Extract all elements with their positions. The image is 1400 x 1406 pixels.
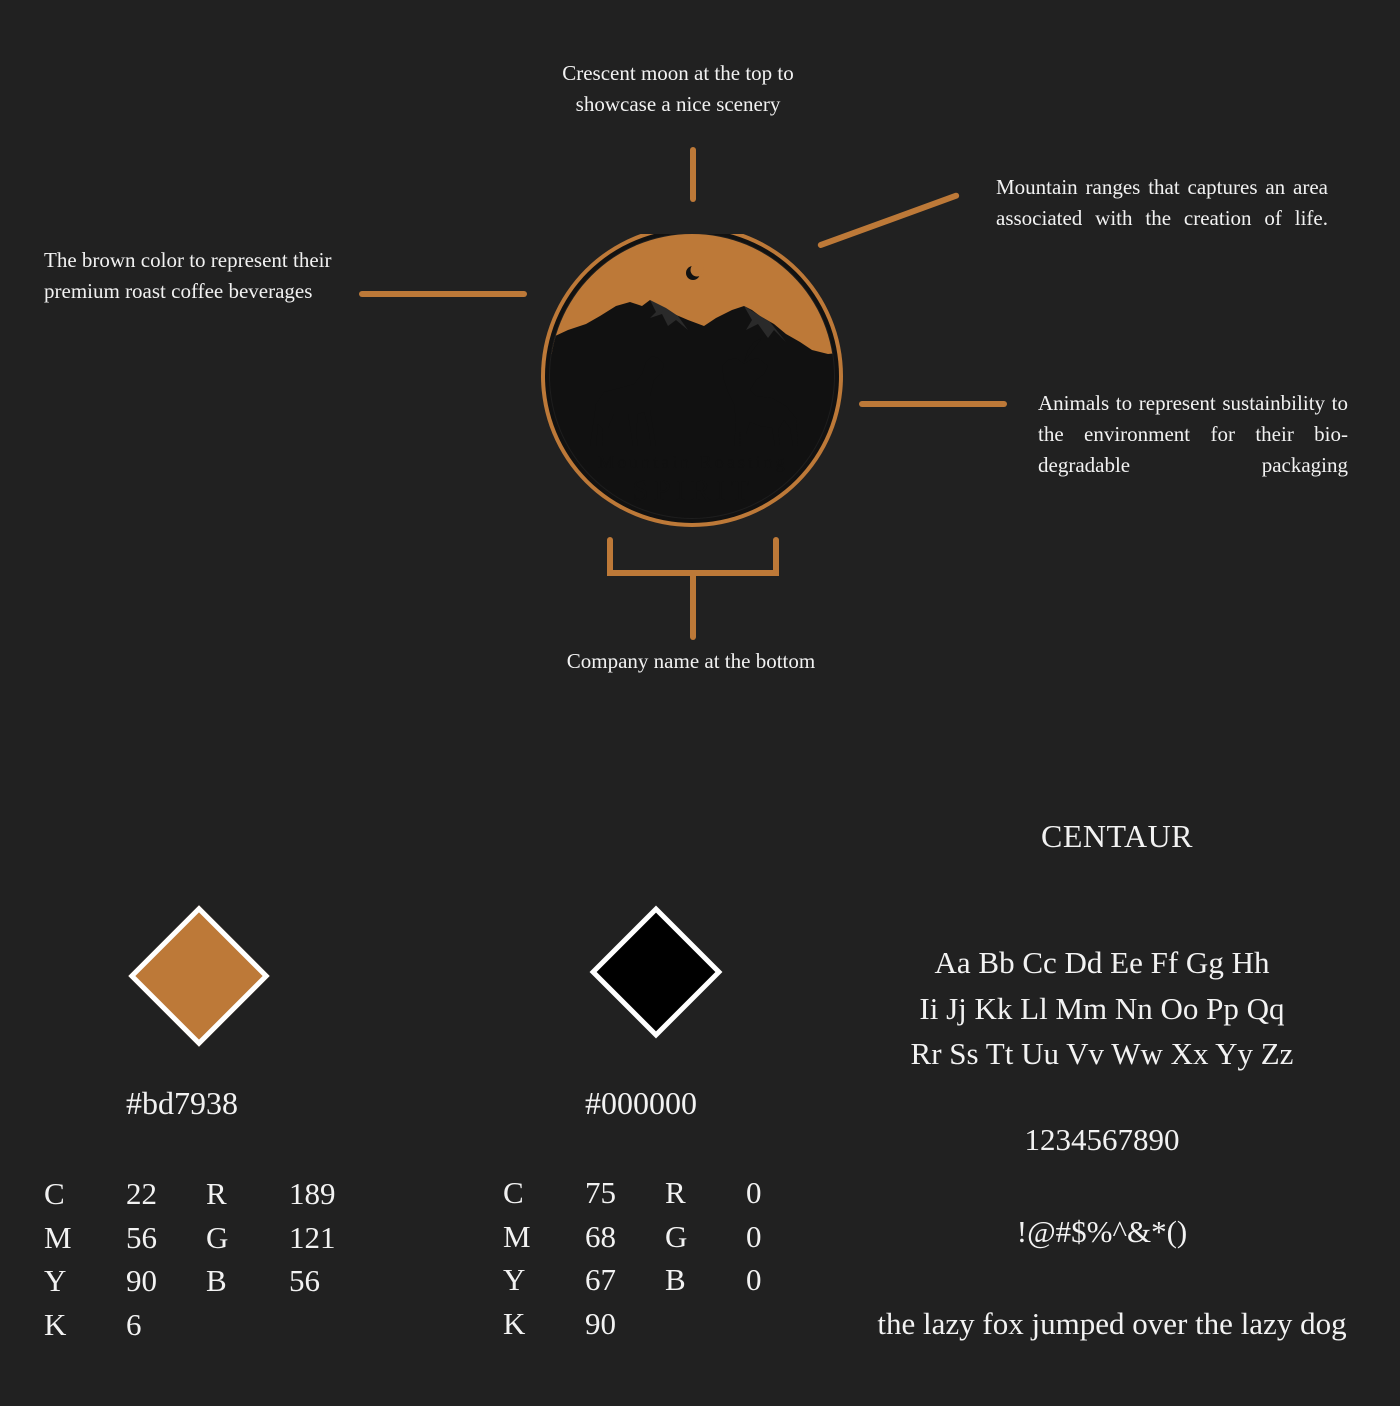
annotation-moon-line-2: showcase a nice scenery [575,92,781,116]
logo-emblem [538,234,848,534]
spec-value: 56 [126,1219,157,1255]
annotation-brown-line-1: The brown color to represent their [44,248,332,272]
spec-label: B [665,1262,686,1297]
spec-value: 0 [746,1262,762,1297]
font-name: CENTAUR [1040,818,1194,854]
spec-label: C [44,1176,65,1211]
spec-label: K [44,1306,67,1342]
spec-label: G [665,1218,688,1254]
spec-label: M [44,1219,72,1255]
font-sample: the lazy fox jumped over the lazy dog [877,1306,1347,1341]
swatch-brown-specs [44,1172,404,1352]
swatch-black-specs [503,1171,803,1351]
font-numbers: 1234567890 [1024,1122,1180,1157]
logo-tagline: Mountain Roasting [598,452,788,472]
spec-value: 56 [289,1263,320,1298]
spec-value: 0 [746,1218,762,1254]
spec-value: 68 [585,1218,616,1254]
animals-connector [859,401,1007,407]
annotation-company: Company name at the bottom [566,649,816,673]
font-alphabet-line: Rr Ss Tt Uu Vv Ww Xx Yy Zz [910,1036,1294,1071]
spec-label: K [503,1305,526,1341]
spec-label: C [503,1175,524,1210]
swatch-brown [128,905,269,1046]
spec-value: 90 [126,1263,157,1298]
company-name-bracket [605,536,781,642]
spec-label: M [503,1218,531,1254]
spec-label: G [206,1219,229,1255]
spec-value: 6 [126,1306,142,1342]
font-alphabet [860,940,1344,1077]
spec-value: 121 [289,1219,336,1255]
spec-value: 0 [746,1175,762,1210]
spec-label: R [206,1176,227,1211]
spec-value: 67 [585,1262,616,1297]
spec-label: Y [44,1263,67,1298]
moon-connector [690,147,696,202]
spec-value: 90 [585,1305,616,1341]
annotation-moon-line-1: Crescent moon at the top to [562,61,794,85]
annotation-moon [500,58,856,120]
spec-value: 189 [289,1176,336,1211]
annotation-brown [44,245,384,307]
swatch-brown-hex: #bd7938 [126,1085,238,1121]
spec-value: 75 [585,1175,616,1210]
spec-value: 22 [126,1176,157,1211]
font-alphabet-line: Aa Bb Cc Dd Ee Ff Gg Hh [934,945,1270,980]
spec-label: Y [503,1262,526,1297]
logo-name: SPIRIT [632,474,754,507]
font-symbols: !@#$%^&*() [1016,1214,1188,1249]
annotation-mountains: Mountain ranges that captures an area associated with the creation of life. [996,175,1328,230]
font-alphabet-line: Ii Jj Kk Ll Mm Nn Oo Pp Qq [919,990,1285,1026]
swatch-black [590,906,723,1039]
swatch-black-hex: #000000 [585,1085,697,1121]
brown-connector [359,291,527,297]
annotation-animals: Animals to represent sustainbility to the environment for their bio-degradable packaging [1038,391,1348,477]
spec-label: R [665,1175,686,1210]
spec-label: B [206,1263,227,1298]
annotation-brown-line-2: premium roast coffee beverages [44,279,313,303]
